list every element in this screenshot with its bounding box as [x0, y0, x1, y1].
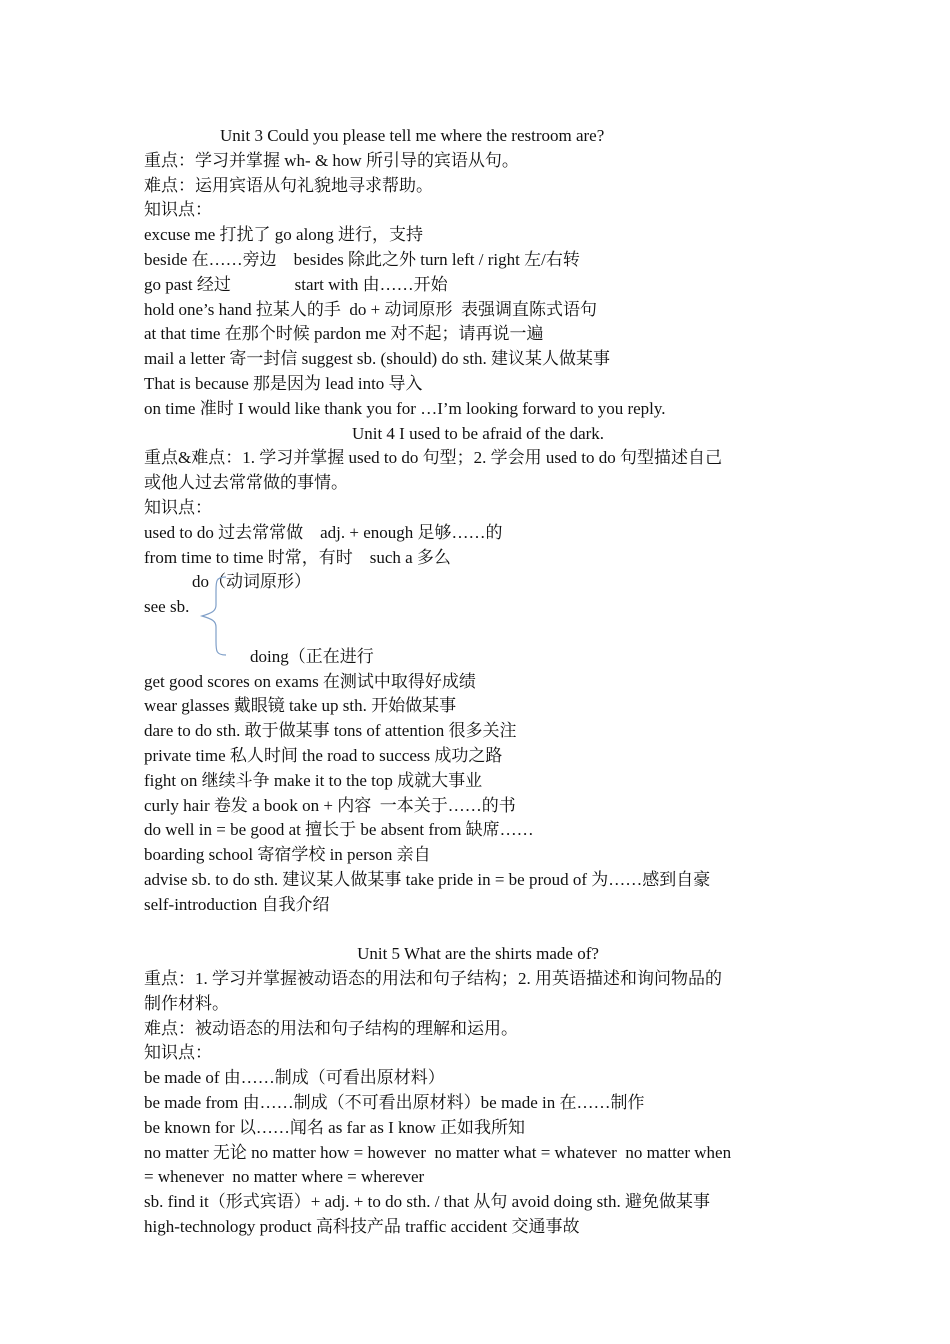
unit5-line: 难点：被动语态的用法和句子结构的理解和运用。: [144, 1018, 518, 1038]
unit3-line: hold one’s hand 拉某人的手 do + 动词原形 表强调直陈式语句: [144, 299, 597, 319]
unit4-line: get good scores on exams 在测试中取得好成绩: [144, 671, 476, 691]
unit5-line: no matter 无论 no matter how = however no matter what = whatever no matter when: [144, 1142, 732, 1162]
unit5-title: Unit 5 What are the shirts made of?: [357, 944, 599, 964]
unit3-line: excuse me 打扰了 go along 进行，支持: [144, 225, 424, 245]
unit3-line: 重点：学习并掌握 wh- & how 所引导的宾语从句。: [144, 150, 519, 170]
see-sb-phrase: see sb.: [144, 597, 190, 617]
unit3-line: 难点：运用宾语从句礼貌地寻求帮助。: [144, 175, 433, 195]
unit3-line: at that time 在那个时候 pardon me 对不起；请再说一遍: [144, 324, 544, 344]
unit4-line: do well in = be good at 擅长于 be absent from 缺席……: [144, 820, 534, 840]
document-content: [144, 124, 812, 1240]
unit4-line: curly hair 卷发 a book on + 内容 一本关于……的书: [144, 795, 516, 815]
unit4-line: from time to time 时常，有时 such a 多么: [144, 547, 451, 567]
unit4-line: wear glasses 戴眼镜 take up sth. 开始做某事: [144, 696, 457, 716]
unit4-line: dare to do sth. 敢于做某事 tons of attention 很多关注: [144, 721, 517, 741]
unit4-line: 重点&难点：1. 学习并掌握 used to do 句型；2. 学会用 used to do 句型描述自己: [144, 448, 722, 468]
unit3-line: 知识点：: [144, 200, 212, 220]
see-sb-do-option: do（动词原形）: [192, 572, 311, 592]
curly-brace-icon: [198, 575, 228, 657]
unit3-line: beside 在……旁边 besides 除此之外 turn left / right 左/右转: [144, 249, 580, 269]
unit5-line: be made of 由……制成（可看出原材料）: [144, 1068, 445, 1088]
blank-line: [144, 620, 812, 645]
unit3-title: Unit 3 Could you please tell me where the restroom are?: [220, 126, 605, 145]
unit4-line: advise sb. to do sth. 建议某人做某事 take pride in = be proud of 为……感到自豪: [144, 869, 711, 889]
unit4-line: self-introduction 自我介绍: [144, 894, 330, 914]
unit5-line: be made from 由……制成（不可看出原材料）be made in 在……制作: [144, 1093, 645, 1113]
unit4-line: 或他人过去常常做的事情。: [144, 473, 348, 493]
unit4-line: private time 私人时间 the road to success 成功之路: [144, 745, 503, 765]
unit3-line: on time 准时 I would like thank you for …I’m looking forward to you reply.: [144, 398, 666, 418]
unit4-line: used to do 过去常常做 adj. + enough 足够……的: [144, 522, 503, 542]
unit4-line: 知识点：: [144, 497, 212, 517]
unit3-line: mail a letter 寄一封信 suggest sb. (should) do sth. 建议某人做某事: [144, 349, 611, 369]
unit3-line: That is because 那是因为 lead into 导入: [144, 373, 423, 393]
unit4-line: boarding school 寄宿学校 in person 亲自: [144, 845, 431, 865]
unit4-line: fight on 继续斗争 make it to the top 成就大事业: [144, 770, 483, 790]
unit5-line: = whenever no matter where = wherever: [144, 1167, 425, 1187]
see-sb-doing-option: doing（正在进行: [250, 646, 374, 666]
unit5-line: 重点：1. 学习并掌握被动语态的用法和句子结构；2. 用英语描述和询问物品的: [144, 969, 722, 989]
unit5-line: sb. find it（形式宾语）+ adj. + to do sth. / that 从句 avoid doing sth. 避免做某事: [144, 1192, 710, 1212]
unit5-line: 知识点：: [144, 1043, 212, 1063]
unit5-line: high-technology product 高科技产品 traffic accident 交通事故: [144, 1217, 580, 1237]
unit5-line: 制作材料。: [144, 993, 229, 1013]
unit3-line: go past 经过 start with 由……开始: [144, 274, 448, 294]
unit5-line: be known for 以……闻名 as far as I know 正如我所知: [144, 1117, 526, 1137]
unit4-title: Unit 4 I used to be afraid of the dark.: [351, 423, 605, 443]
section-gap: [144, 918, 812, 943]
